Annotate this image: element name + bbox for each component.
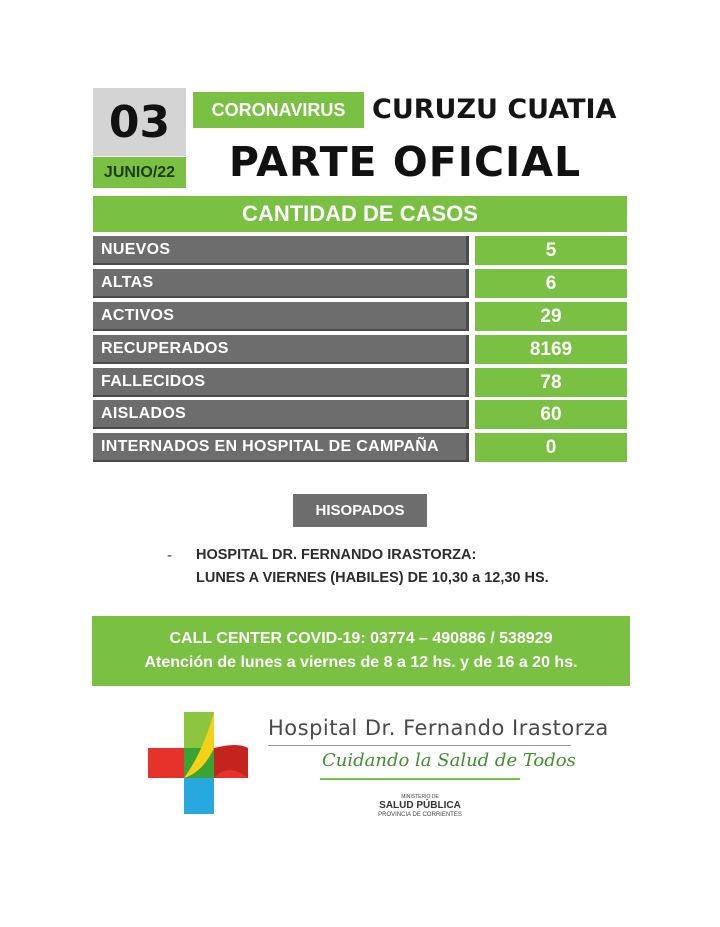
cases-header: CANTIDAD DE CASOS: [93, 196, 627, 232]
row-label-altas: ALTAS: [93, 269, 469, 298]
page-title: PARTE OFICIAL: [228, 138, 582, 186]
row-label-internados: INTERNADOS EN HOSPITAL DE CAMPAÑA: [93, 433, 469, 462]
ministry-province: PROVINCIA DE CORRIENTES: [378, 812, 462, 818]
date-month: JUNIO/22: [93, 157, 186, 188]
slogan-divider: [320, 778, 520, 780]
row-value-altas: 6: [475, 269, 627, 298]
hospital-name: Hospital Dr. Fernando Irastorza: [268, 716, 609, 740]
hisopados-label: HISOPADOS: [293, 494, 427, 527]
call-center-phone: CALL CENTER COVID-19: 03774 – 490886 / 538929: [169, 630, 553, 647]
list-bullet: -: [167, 547, 172, 564]
date-day: 03: [93, 88, 186, 156]
row-label-fallecidos: FALLECIDOS: [93, 368, 469, 397]
call-center-hours: Atención de lunes a viernes de 8 a 12 hs. y de 16 a 20 hs.: [144, 654, 578, 671]
row-label-aislados: AISLADOS: [93, 400, 469, 429]
medical-cross-icon: [148, 712, 248, 814]
hospital-slogan: Cuidando la Salud de Todos: [322, 750, 576, 771]
row-value-fallecidos: 78: [475, 368, 627, 397]
ministry-name: SALUD PÚBLICA: [379, 800, 461, 811]
hisopados-location: HOSPITAL DR. FERNANDO IRASTORZA:: [196, 547, 477, 563]
row-label-recuperados: RECUPERADOS: [93, 335, 469, 364]
row-value-internados: 0: [475, 433, 627, 462]
row-value-nuevos: 5: [475, 236, 627, 265]
row-label-activos: ACTIVOS: [93, 302, 469, 331]
call-center-banner: [92, 616, 630, 686]
row-value-recuperados: 8169: [475, 335, 627, 364]
hisopados-schedule: LUNES A VIERNES (HABILES) DE 10,30 a 12,30 HS.: [196, 570, 549, 586]
city-name: CURUZU CUATIA: [372, 93, 617, 125]
row-value-activos: 29: [475, 302, 627, 331]
coronavirus-tag: CORONAVIRUS: [193, 92, 364, 128]
ministry-prefix: MINISTERIO DE: [401, 794, 439, 800]
divider: [268, 745, 571, 746]
row-label-nuevos: NUEVOS: [93, 236, 469, 265]
row-value-aislados: 60: [475, 400, 627, 429]
